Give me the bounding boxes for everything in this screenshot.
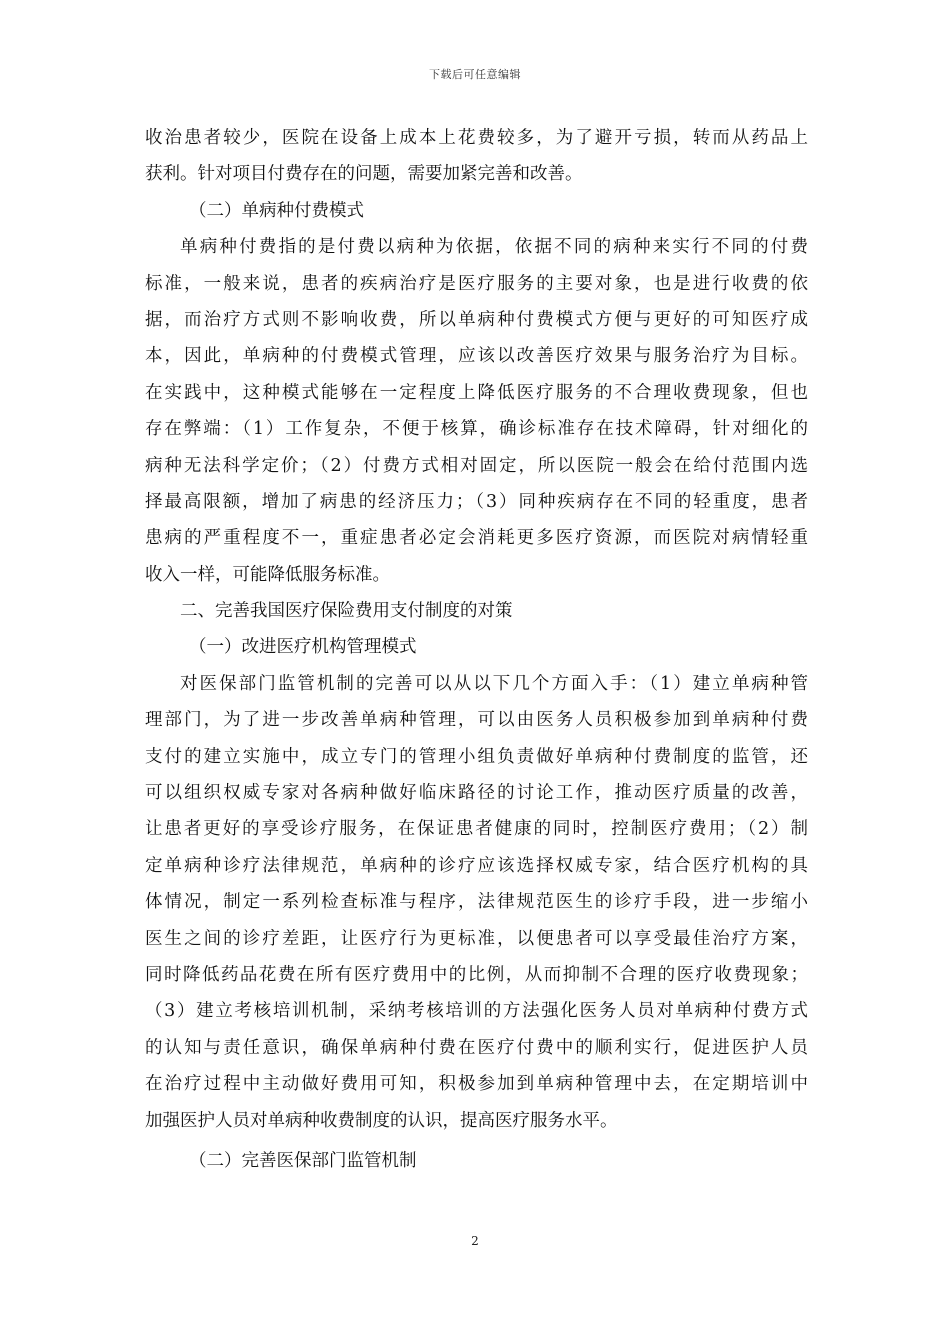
section-heading: （二）单病种付费模式 bbox=[189, 200, 364, 221]
section-heading: （二）完善医保部门监管机制 bbox=[189, 1150, 417, 1171]
paragraph-line: 在治疗过程中主动做好费用可知，积极参加到单病种管理中去，在定期培训中 bbox=[145, 1074, 808, 1095]
paragraph-line: 加强医护人员对单病种收费制度的认识，提高医疗服务水平。 bbox=[145, 1110, 618, 1131]
paragraph-line: 可以组织权威专家对各病种做好临床路径的讨论工作，推动医疗质量的改善， bbox=[145, 783, 808, 804]
paragraph-line: 理部门，为了进一步改善单病种管理，可以由医务人员积极参加到单病种付费 bbox=[145, 710, 808, 731]
paragraph-line: 体情况，制定一系列检查标准与程序，法律规范医生的诊疗手段，进一步缩小 bbox=[145, 892, 808, 913]
paragraph-line: 病种无法科学定价；（2）付费方式相对固定，所以医院一般会在给付范围内选 bbox=[145, 455, 808, 476]
paragraph-line: 在实践中，这种模式能够在一定程度上降低医疗服务的不合理收费现象，但也 bbox=[145, 382, 808, 403]
paragraph-line: 本，因此，单病种的付费模式管理，应该以改善医疗效果与服务治疗为目标。 bbox=[145, 346, 808, 367]
chapter-heading: 二、完善我国医疗保险费用支付制度的对策 bbox=[180, 601, 513, 622]
paragraph-line: 标准，一般来说，患者的疾病治疗是医疗服务的主要对象，也是进行收费的依 bbox=[145, 273, 808, 294]
paragraph-line: 的认知与责任意识，确保单病种付费在医疗付费中的顺利实行，促进医护人员 bbox=[145, 1037, 808, 1058]
page-header: 下载后可任意编辑 bbox=[429, 68, 521, 81]
paragraph-line: 存在弊端：（1）工作复杂，不便于核算，确诊标准存在技术障碍，针对细化的 bbox=[145, 419, 808, 440]
paragraph-line: 择最高限额，增加了病患的经济压力；（3）同种疾病存在不同的轻重度，患者 bbox=[145, 491, 808, 512]
page-number: 2 bbox=[471, 1234, 479, 1248]
paragraph-line: 患病的严重程度不一，重症患者必定会消耗更多医疗资源，而医院对病情轻重 bbox=[145, 528, 808, 549]
paragraph-line: 对医保部门监管机制的完善可以从以下几个方面入手：（1）建立单病种管 bbox=[180, 673, 808, 694]
paragraph-line: 让患者更好的享受诊疗服务，在保证患者健康的同时，控制医疗费用；（2）制 bbox=[145, 819, 808, 840]
paragraph-line: 收入一样，可能降低服务标准。 bbox=[145, 564, 390, 585]
section-heading: （一）改进医疗机构管理模式 bbox=[189, 637, 417, 658]
paragraph-line: 单病种付费指的是付费以病种为依据，依据不同的病种来实行不同的付费 bbox=[180, 237, 808, 258]
paragraph-line: 收治患者较少，医院在设备上成本上花费较多，为了避开亏损，转而从药品上 bbox=[145, 128, 808, 148]
paragraph-line: 医生之间的诊疗差距，让医疗行为更标准，以便患者可以享受最佳治疗方案， bbox=[145, 928, 808, 949]
paragraph-line: （3）建立考核培训机制，采纳考核培训的方法强化医务人员对单病种付费方式 bbox=[145, 1001, 808, 1022]
paragraph-line: 获利。针对项目付费存在的问题，需要加紧完善和改善。 bbox=[145, 164, 583, 185]
paragraph-line: 支付的建立实施中，成立专门的管理小组负责做好单病种付费制度的监管，还 bbox=[145, 746, 808, 767]
paragraph-line: 同时降低药品花费在所有医疗费用中的比例，从而抑制不合理的医疗收费现象； bbox=[145, 964, 808, 985]
document-body bbox=[145, 120, 808, 1179]
paragraph-line: 定单病种诊疗法律规范，单病种的诊疗应该选择权威专家，结合医疗机构的具 bbox=[145, 855, 808, 876]
paragraph-line: 据，而治疗方式则不影响收费，所以单病种付费模式方便与更好的可知医疗成 bbox=[145, 309, 808, 330]
